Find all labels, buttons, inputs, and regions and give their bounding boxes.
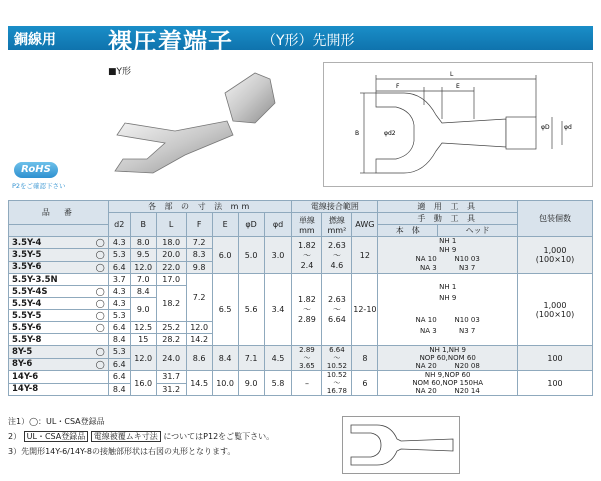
dim-d-label: φd xyxy=(564,124,572,131)
part-number: 5.5Y-4S xyxy=(12,286,48,297)
part-number: 5.5Y-3.5N xyxy=(12,274,58,285)
cell-b: 12.5 xyxy=(130,322,156,334)
ul-mark: ◯ xyxy=(95,238,105,247)
cell-l: 18.0 xyxy=(156,237,186,249)
table-row xyxy=(9,371,593,384)
header-single: 単線mm xyxy=(292,213,322,237)
cell-tools: NH 9,NOP 60 NOM 60,NOP 150HA NA 20 N20 14 xyxy=(378,371,518,396)
ul-mark: ◯ xyxy=(95,262,105,272)
cell-strand: 2.63 ～ 4.6 xyxy=(322,237,352,274)
cell-d2: 4.3 xyxy=(108,286,130,298)
footnotes xyxy=(8,414,274,459)
header-bigd: φD xyxy=(238,213,264,237)
part-number: 3.5Y-6 xyxy=(12,262,42,273)
cell-f: 8.6 xyxy=(186,346,212,371)
part-number: 3.5Y-4 xyxy=(12,237,42,248)
cell-b: 8.4 xyxy=(130,286,156,298)
part-number: 5.5Y-8 xyxy=(12,334,42,345)
cell-bigd: 9.0 xyxy=(238,371,264,396)
cell-f: 8.3 xyxy=(186,249,212,261)
cell-d2: 6.4 xyxy=(108,322,130,334)
cell-d2: 8.4 xyxy=(108,334,130,346)
header-f: F xyxy=(186,213,212,237)
page-subtitle: （Y形）先開形 xyxy=(262,33,355,49)
category-label: 銅線用 xyxy=(14,32,56,48)
cell-pack: 1,000 (100×10) xyxy=(518,237,593,274)
cell-d2: 4.3 xyxy=(108,237,130,249)
cell-l: 24.0 xyxy=(156,346,186,371)
cell-single: 1.82 ～ 2.89 xyxy=(292,274,322,346)
dim-bigd-label: φD xyxy=(541,124,550,131)
cell-awg: 6 xyxy=(352,371,378,396)
note-3: 3）先開形14Y-6/14Y-8の接触部形状は右図の丸形となります。 xyxy=(8,447,236,456)
dim-l-label: L xyxy=(450,71,454,78)
cell-f: 14.5 xyxy=(186,371,212,396)
table-row xyxy=(9,237,593,249)
table-row xyxy=(9,346,593,359)
cell-awg: 12 xyxy=(352,237,378,274)
photo-label: ■Y形 xyxy=(108,67,132,77)
cell-bigd: 7.1 xyxy=(238,346,264,371)
part-number: 5.5Y-5 xyxy=(12,310,42,321)
part-number: 14Y-6 xyxy=(12,371,39,382)
cell-l: 25.2 xyxy=(156,322,186,334)
header-strand: 撚線mm² xyxy=(322,213,352,237)
cell-b: 16.0 xyxy=(130,371,156,396)
rohs-note: P2をご確認下さい xyxy=(12,182,66,190)
cell-d2: 6.4 xyxy=(108,371,130,384)
cell-e: 10.0 xyxy=(212,371,238,396)
header-d: φd xyxy=(264,213,292,237)
cell-e: 6.5 xyxy=(212,274,238,346)
cell-strand: 6.64 ～ 10.52 xyxy=(322,346,352,371)
cell-f: 7.2 xyxy=(186,237,212,249)
header-pack: 包装個数 xyxy=(518,201,593,237)
cell-awg: 8 xyxy=(352,346,378,371)
page-header xyxy=(0,0,601,56)
header-tool-sub: 手 動 工 具 xyxy=(378,213,518,225)
dim-f-label: F xyxy=(396,83,400,90)
round-contact-figure xyxy=(342,416,460,474)
header-name: 品 番 xyxy=(9,201,109,225)
cell-b: 12.0 xyxy=(130,261,156,273)
cell-d2: 5.3 xyxy=(108,346,130,359)
cell-b: 9.0 xyxy=(130,298,156,322)
cell-f: 14.2 xyxy=(186,334,212,346)
part-number: 5.5Y-4 xyxy=(12,298,42,309)
cell-b: 15 xyxy=(130,334,156,346)
cell-d2: 6.4 xyxy=(108,358,130,371)
cell-single: 1.82 ～ 2.4 xyxy=(292,237,322,274)
cell-bigd: 5.6 xyxy=(238,274,264,346)
cell-l: 22.0 xyxy=(156,261,186,273)
cell-tools: NH 1 NH 9 NA 10 N10 03 NA 3 N3 7 xyxy=(378,274,518,346)
note-2-box-2: 電線被覆ムキ寸法 xyxy=(91,431,161,442)
cell-b: 8.0 xyxy=(130,237,156,249)
header-e: E xyxy=(212,213,238,237)
part-number: 8Y-6 xyxy=(12,359,33,370)
cell-d: 4.5 xyxy=(264,346,292,371)
ul-mark: ◯ xyxy=(95,250,105,260)
cell-d2: 4.3 xyxy=(108,298,130,310)
header-b: B xyxy=(130,213,156,237)
table-row xyxy=(9,274,593,286)
dim-b-label: B xyxy=(355,130,360,137)
cell-pack: 1,000 (100×10) xyxy=(518,274,593,346)
dim-e-label: E xyxy=(456,83,460,90)
part-number: 3.5Y-5 xyxy=(12,249,42,260)
cell-awg: 12-10 xyxy=(352,274,378,346)
cell-l: 17.0 xyxy=(156,274,186,286)
cell-bigd: 5.0 xyxy=(238,237,264,274)
cell-pack: 100 xyxy=(518,346,593,371)
note-2-box-1: UL・CSA登録品 xyxy=(24,431,89,442)
ul-mark: ◯ xyxy=(95,359,105,369)
cell-strand: 2.63 ～ 6.64 xyxy=(322,274,352,346)
ul-mark: ◯ xyxy=(95,347,105,356)
part-number: 5.5Y-6 xyxy=(12,322,42,333)
note-2: 2） UL・CSA登録品 電線被覆ムキ寸法 についてはP12をご覧下さい。 xyxy=(8,432,275,441)
cell-l: 20.0 xyxy=(156,249,186,261)
cell-d2: 8.4 xyxy=(108,383,130,396)
cell-single: – xyxy=(292,371,322,396)
cell-pack: 100 xyxy=(518,371,593,396)
cell-e: 8.4 xyxy=(212,346,238,371)
cell-l: 31.2 xyxy=(156,383,186,396)
cell-strand: 10.52 ～ 16.78 xyxy=(322,371,352,396)
ul-mark: ◯ xyxy=(95,323,105,332)
header-body: 本 体 xyxy=(378,225,438,237)
cell-b: 7.0 xyxy=(130,274,156,286)
dimension-diagram xyxy=(323,62,593,187)
rohs-badge: RoHS xyxy=(14,162,58,178)
cell-single: 2.89 ～ 3.65 xyxy=(292,346,322,371)
y-terminal-photo xyxy=(105,63,305,188)
part-number: 14Y-8 xyxy=(12,384,39,395)
cell-d: 3.4 xyxy=(264,274,292,346)
ul-mark: ◯ xyxy=(95,311,105,320)
cell-d: 3.0 xyxy=(264,237,292,274)
header-range: 電線接合範囲 xyxy=(292,201,378,213)
page-title: 裸圧着端子 xyxy=(108,28,233,56)
part-number: 8Y-5 xyxy=(12,346,33,357)
cell-b: 9.5 xyxy=(130,249,156,261)
cell-tools: NH 1 NH 9 NA 10 N10 03 NA 3 N3 7 xyxy=(378,237,518,274)
cell-f: 9.8 xyxy=(186,261,212,273)
note-1: 注1）◯：UL・CSA登録品 xyxy=(8,417,105,426)
cell-l: 28.2 xyxy=(156,334,186,346)
header-dims: 各 部 の 寸 法 mm xyxy=(108,201,292,213)
cell-d2: 6.4 xyxy=(108,261,130,273)
cell-f: 12.0 xyxy=(186,322,212,334)
header-d2: d2 xyxy=(108,213,130,237)
spec-table xyxy=(8,200,593,396)
ul-mark: ◯ xyxy=(95,299,105,308)
header-head: ヘッド xyxy=(438,225,518,237)
cell-tools: NH 1,NH 9 NOP 60,NOM 60 NA 20 N20 08 xyxy=(378,346,518,371)
cell-l: 18.2 xyxy=(156,286,186,322)
cell-d: 5.8 xyxy=(264,371,292,396)
cell-e: 6.0 xyxy=(212,237,238,274)
dim-d2-label: φd2 xyxy=(384,130,396,137)
cell-l: 31.7 xyxy=(156,371,186,384)
header-l: L xyxy=(156,213,186,237)
product-photo xyxy=(105,63,305,188)
cell-d2: 5.3 xyxy=(108,249,130,261)
cell-d2: 5.3 xyxy=(108,310,130,322)
cell-b: 12.0 xyxy=(130,346,156,371)
cell-f: 7.2 xyxy=(186,274,212,322)
header-tool: 適 用 工 具 xyxy=(378,201,518,213)
header-awg: AWG xyxy=(352,213,378,237)
cell-d2: 3.7 xyxy=(108,274,130,286)
ul-mark: ◯ xyxy=(95,287,105,296)
